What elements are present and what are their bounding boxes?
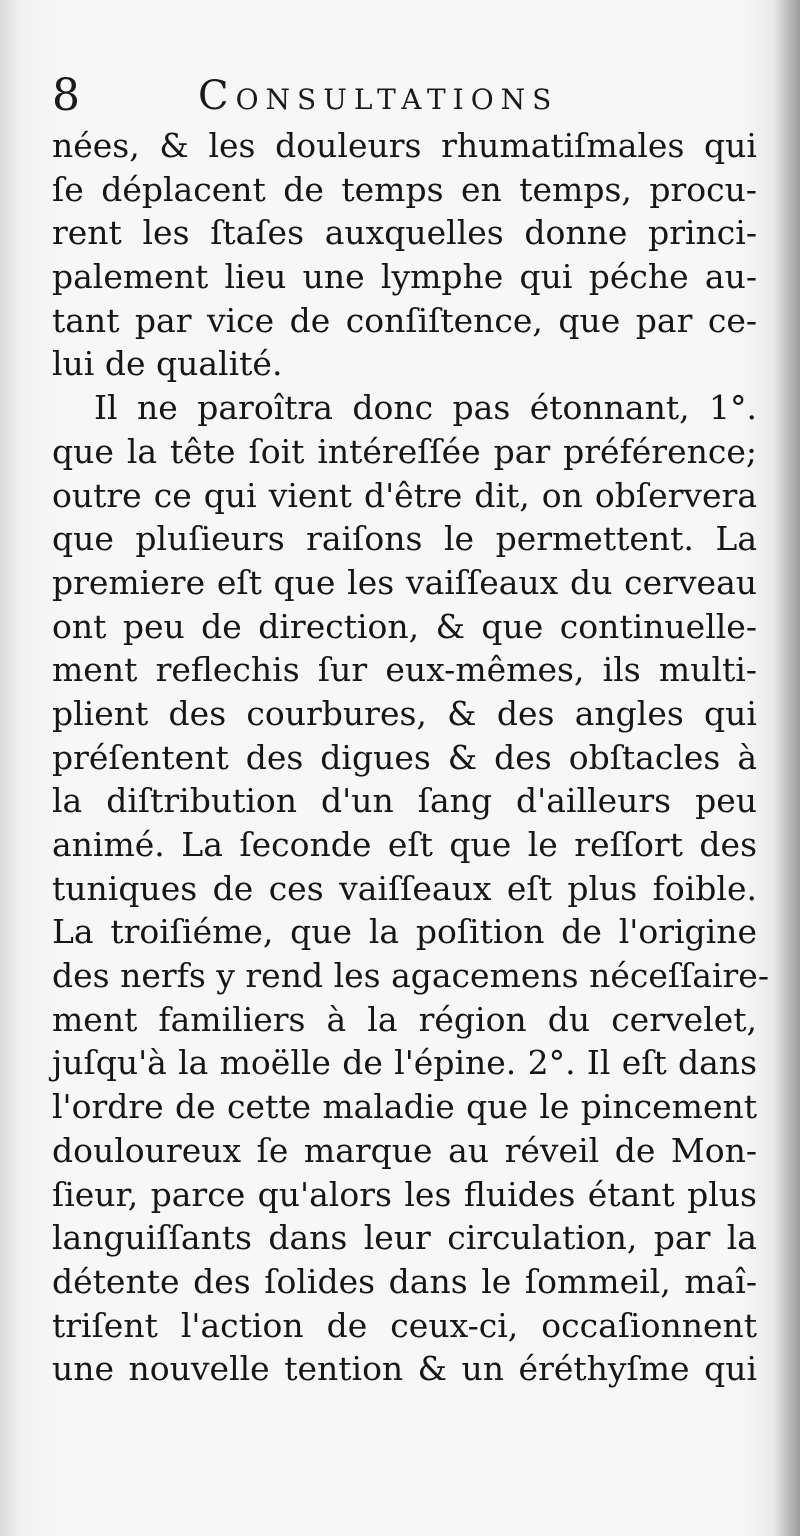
text-line: ment reflechis ſur eux-mêmes, ils multi- <box>52 650 757 690</box>
text-line: douloureux ſe marque au réveil de Mon- <box>52 1130 757 1170</box>
text-line: ſieur, parce qu'alors les fluides étant plus <box>52 1174 757 1214</box>
text-line: des nerfs y rend les agacemens néceſſaire- <box>52 956 769 996</box>
page-number: 8 <box>52 70 80 121</box>
text-line: outre ce qui vient d'être dit, on obſervera <box>52 475 757 515</box>
text-line: plient des courbures, & des angles qui <box>52 693 757 733</box>
text-line: nées, & les douleurs rhumatiſmales qui <box>52 126 757 165</box>
text-line: tant par vice de conſiſtence, que par ce- <box>52 300 757 340</box>
text-line: animé. La ſeconde eſt que le reſſort des <box>52 825 757 864</box>
text-line: la diſtribution d'un ſang d'ailleurs peu <box>52 781 757 821</box>
text-line: premiere eſt que les vaiſſeaux du cerveau <box>52 562 757 602</box>
text-line: ment familiers à la région du cervelet, <box>52 999 757 1039</box>
text-line: détente des ſolides dans le ſommeil, maî- <box>52 1261 757 1301</box>
text-line: une nouvelle tention & un éréthyſme qui <box>52 1349 757 1389</box>
text-line: que pluſieurs raiſons le permettent. La <box>52 519 757 559</box>
text-line: Il ne paroîtra donc pas étonnant, 1°. <box>94 388 757 428</box>
text-line: triſent l'action de ceux-ci, occaſionnent <box>52 1305 757 1345</box>
running-title: Consultations <box>198 73 559 119</box>
text-line: lui de qualité. <box>52 344 283 384</box>
text-line: palement lieu une lymphe qui péche au- <box>52 257 757 297</box>
text-line: que la tête ſoit intéreſſée par préférence; <box>52 431 757 471</box>
running-head <box>52 68 752 124</box>
text-line: ſe déplacent de temps en temps, procu- <box>52 169 757 209</box>
text-line: languiſſants dans leur circulation, par la <box>52 1218 757 1258</box>
text-line: tuniques de ces vaiſſeaux eſt plus foible. <box>52 868 757 908</box>
text-line: La troiſiéme, que la poſition de l'origine <box>52 912 757 952</box>
text-line: ont peu de direction, & que continuelle- <box>52 606 757 646</box>
text-line: préſentent des digues & des obſtacles à <box>52 737 757 777</box>
text-line: l'ordre de cette maladie que le pincement <box>52 1087 757 1127</box>
text-line: rent les ſtaſes auxquelles donne princi- <box>52 213 757 253</box>
text-line: juſqu'à la moëlle de l'épine. 2°. Il eſt dans <box>52 1043 757 1083</box>
body-text <box>52 124 769 1391</box>
